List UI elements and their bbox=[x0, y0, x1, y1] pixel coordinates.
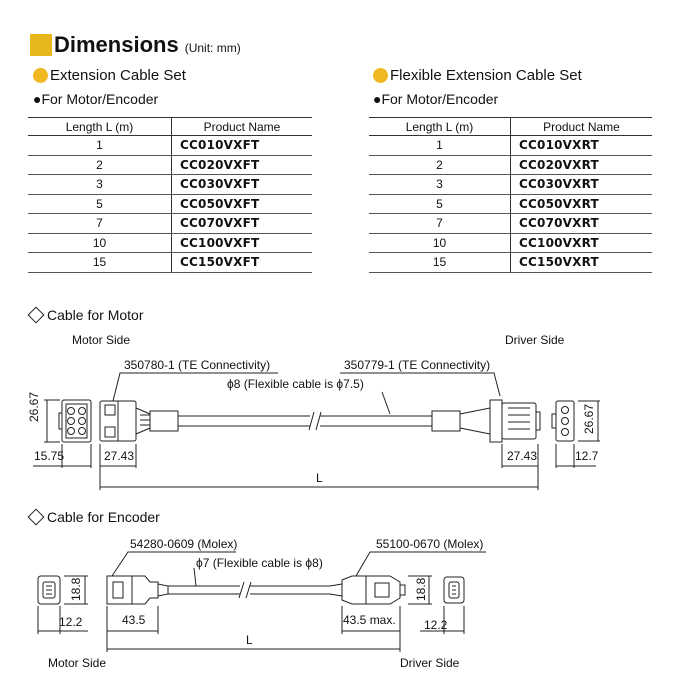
motor-height-left-label: 26.67 bbox=[27, 391, 41, 422]
product-cell: CC010VXFT bbox=[172, 136, 313, 156]
length-cell: 15 bbox=[369, 253, 511, 273]
motor-left-conn-label: 27.43 bbox=[104, 449, 135, 463]
motor-cable-heading bbox=[28, 307, 143, 323]
flex-set-heading-text: Flexible Extension Cable Set bbox=[390, 67, 582, 84]
small-bullet-icon: ● bbox=[373, 91, 382, 107]
encoder-driver-face-view bbox=[444, 577, 464, 603]
encoder-height-left-label: 18.8 bbox=[69, 577, 83, 601]
length-cell: 5 bbox=[28, 194, 172, 214]
encoder-connector-left-label: 54280-0609 (Molex) bbox=[130, 537, 238, 551]
flex-set-subheading-text: For Motor/Encoder bbox=[381, 91, 499, 107]
col-product-header: Product Name bbox=[511, 118, 653, 136]
encoder-driver-side-label: Driver Side bbox=[400, 656, 460, 670]
encoder-cable-heading-text: Cable for Encoder bbox=[47, 509, 160, 525]
ext-set-heading-text: Extension Cable Set bbox=[50, 67, 186, 84]
col-length-header: Length L (m) bbox=[369, 118, 511, 136]
motor-face-width-label: 15.75 bbox=[34, 449, 65, 463]
encoder-motor-face-view bbox=[38, 576, 60, 604]
product-cell: CC150VXRT bbox=[511, 253, 653, 273]
encoder-length-label: L bbox=[246, 633, 253, 647]
motor-cable-heading-text: Cable for Motor bbox=[47, 307, 144, 323]
length-cell: 1 bbox=[28, 136, 172, 156]
product-cell: CC030VXFT bbox=[172, 175, 313, 195]
title-unit: (Unit: mm) bbox=[184, 41, 241, 55]
product-cell: CC070VXRT bbox=[511, 214, 653, 234]
encoder-height-right-label: 18.8 bbox=[414, 577, 428, 601]
motor-right-conn-label: 27.43 bbox=[507, 449, 538, 463]
motor-connector-left-label: 350780-1 (TE Connectivity) bbox=[124, 358, 271, 372]
motor-connector-right-label: 350779-1 (TE Connectivity) bbox=[344, 358, 491, 372]
length-cell: 7 bbox=[369, 214, 511, 234]
motor-side-label: Motor Side bbox=[72, 333, 131, 347]
encoder-right-conn-label: 43.5 max. bbox=[343, 613, 396, 627]
diamond-icon bbox=[28, 509, 45, 526]
length-cell: 2 bbox=[28, 155, 172, 175]
diamond-icon bbox=[28, 307, 45, 324]
product-cell: CC020VXRT bbox=[511, 155, 653, 175]
col-length-header: Length L (m) bbox=[28, 118, 172, 136]
encoder-face-right-label: 12.2 bbox=[424, 618, 448, 632]
motor-height-right-label: 26.67 bbox=[582, 403, 596, 434]
length-cell: 3 bbox=[369, 175, 511, 195]
motor-cable-body bbox=[150, 411, 460, 431]
encoder-face-left-label: 12.2 bbox=[59, 615, 83, 629]
product-cell: CC150VXFT bbox=[172, 253, 313, 273]
small-bullet-icon: ● bbox=[33, 91, 42, 107]
length-cell: 7 bbox=[28, 214, 172, 234]
length-cell: 10 bbox=[28, 233, 172, 253]
encoder-motor-side-label: Motor Side bbox=[48, 656, 107, 670]
product-cell: CC100VXRT bbox=[511, 233, 653, 253]
encoder-left-connector bbox=[107, 576, 168, 604]
product-cell: CC020VXFT bbox=[172, 155, 313, 175]
motor-right-face-label: 12.7 bbox=[575, 449, 599, 463]
encoder-right-connector bbox=[330, 576, 405, 604]
encoder-cable-body bbox=[168, 582, 330, 598]
driver-side-label: Driver Side bbox=[505, 333, 565, 347]
motor-face-view bbox=[59, 400, 91, 442]
col-product-header: Product Name bbox=[172, 118, 313, 136]
ext-set-subheading-text: For Motor/Encoder bbox=[41, 91, 159, 107]
length-cell: 2 bbox=[369, 155, 511, 175]
product-cell: CC050VXRT bbox=[511, 194, 653, 214]
motor-left-connector bbox=[100, 401, 150, 441]
encoder-diameter-label: ϕ7 (Flexible cable is ϕ8) bbox=[196, 556, 323, 570]
motor-right-connector bbox=[460, 400, 540, 442]
product-cell: CC070VXFT bbox=[172, 214, 313, 234]
length-cell: 1 bbox=[369, 136, 511, 156]
title-text: Dimensions bbox=[54, 32, 179, 57]
product-cell: CC100VXFT bbox=[172, 233, 313, 253]
encoder-connector-right-label: 55100-0670 (Molex) bbox=[376, 537, 484, 551]
motor-diameter-label: ϕ8 (Flexible cable is ϕ7.5) bbox=[227, 377, 364, 391]
length-cell: 15 bbox=[28, 253, 172, 273]
product-cell: CC050VXFT bbox=[172, 194, 313, 214]
product-cell: CC030VXRT bbox=[511, 175, 653, 195]
length-cell: 5 bbox=[369, 194, 511, 214]
length-cell: 3 bbox=[28, 175, 172, 195]
driver-face-view bbox=[552, 401, 574, 441]
product-cell: CC010VXRT bbox=[511, 136, 653, 156]
motor-length-label: L bbox=[316, 471, 323, 485]
encoder-cable-heading bbox=[28, 509, 160, 525]
encoder-left-conn-label: 43.5 bbox=[122, 613, 146, 627]
length-cell: 10 bbox=[369, 233, 511, 253]
